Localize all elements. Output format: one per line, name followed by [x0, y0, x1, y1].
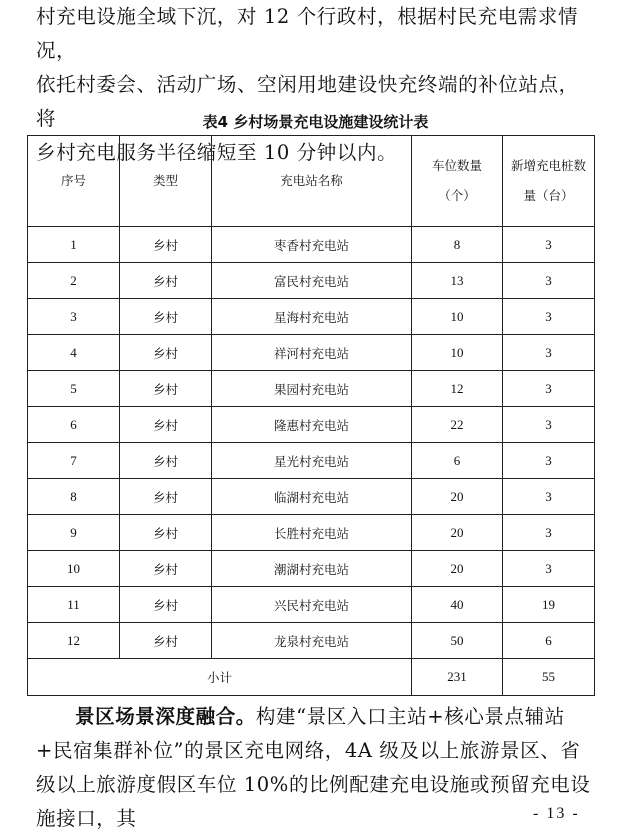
cell-type: 乡村 — [120, 479, 212, 515]
cell-station-name: 富民村充电站 — [212, 263, 412, 299]
cell-type: 乡村 — [120, 227, 212, 263]
cell-station-name: 隆惠村充电站 — [212, 407, 412, 443]
header-spaces-line1: 车位数量 — [431, 158, 482, 173]
intro-line-2: 依托村委会、活动广场、空闲用地建设快充终端的补位站点，将 — [36, 73, 579, 130]
header-seq: 序号 — [28, 136, 120, 227]
table-row — [28, 479, 595, 515]
cell-spaces: 22 — [412, 407, 503, 443]
header-piles — [503, 136, 595, 227]
cell-type: 乡村 — [120, 623, 212, 659]
scenic-body-text: 构建“景区入口主站+核心景点辅站+民宿集群补位”的景区充电网络，4A 级及以上旅游景区、省级以上旅游度假区车位 10%的比例配建充电设施或预留充电设施接口，其 — [36, 705, 591, 830]
cell-piles: 3 — [503, 227, 595, 263]
cell-seq: 3 — [28, 299, 120, 335]
cell-spaces: 10 — [412, 335, 503, 371]
cell-station-name: 临湖村充电站 — [212, 479, 412, 515]
table-row — [28, 551, 595, 587]
cell-type: 乡村 — [120, 515, 212, 551]
intro-line-1: 村充电设施全域下沉，对 12 个行政村，根据村民充电需求情况， — [36, 5, 579, 62]
intro-line-3: 乡村充电服务半径缩短至 10 分钟以内。 — [36, 141, 398, 164]
cell-piles: 3 — [503, 479, 595, 515]
cell-piles: 3 — [503, 263, 595, 299]
cell-type: 乡村 — [120, 587, 212, 623]
cell-type: 乡村 — [120, 335, 212, 371]
cell-station-name: 兴民村充电站 — [212, 587, 412, 623]
cell-spaces: 10 — [412, 299, 503, 335]
cell-piles: 19 — [503, 587, 595, 623]
cell-type: 乡村 — [120, 443, 212, 479]
cell-spaces: 20 — [412, 479, 503, 515]
cell-station-name: 星光村充电站 — [212, 443, 412, 479]
cell-seq: 10 — [28, 551, 120, 587]
table-row — [28, 299, 595, 335]
cell-station-name: 果园村充电站 — [212, 371, 412, 407]
cell-piles: 3 — [503, 515, 595, 551]
cell-station-name: 枣香村充电站 — [212, 227, 412, 263]
cell-type: 乡村 — [120, 551, 212, 587]
scenic-lead-heading: 景区场景深度融合。 — [75, 705, 256, 728]
table-row — [28, 263, 595, 299]
cell-piles: 3 — [503, 371, 595, 407]
cell-spaces: 12 — [412, 371, 503, 407]
charging-station-table — [27, 135, 595, 696]
cell-piles: 3 — [503, 299, 595, 335]
table-header-row — [28, 136, 595, 227]
cell-station-name: 潮湖村充电站 — [212, 551, 412, 587]
cell-spaces: 40 — [412, 587, 503, 623]
header-station-name: 充电站名称 — [212, 136, 412, 227]
cell-piles: 3 — [503, 335, 595, 371]
cell-station-name: 祥河村充电站 — [212, 335, 412, 371]
cell-station-name: 长胜村充电站 — [212, 515, 412, 551]
table-row — [28, 407, 595, 443]
header-spaces-line2: （个） — [438, 188, 476, 203]
subtotal-piles: 55 — [503, 659, 595, 696]
cell-seq: 2 — [28, 263, 120, 299]
cell-piles: 6 — [503, 623, 595, 659]
cell-spaces: 50 — [412, 623, 503, 659]
cell-spaces: 13 — [412, 263, 503, 299]
cell-spaces: 8 — [412, 227, 503, 263]
cell-seq: 7 — [28, 443, 120, 479]
table-row — [28, 227, 595, 263]
cell-type: 乡村 — [120, 299, 212, 335]
cell-seq: 8 — [28, 479, 120, 515]
table-row — [28, 515, 595, 551]
subtotal-spaces: 231 — [412, 659, 503, 696]
cell-seq: 4 — [28, 335, 120, 371]
cell-spaces: 6 — [412, 443, 503, 479]
table-row — [28, 587, 595, 623]
scenic-paragraph — [36, 700, 596, 836]
cell-spaces: 20 — [412, 551, 503, 587]
cell-type: 乡村 — [120, 407, 212, 443]
header-spaces — [412, 136, 503, 227]
header-piles-line1: 新增充电桩数 — [510, 158, 586, 173]
cell-seq: 1 — [28, 227, 120, 263]
table-row — [28, 335, 595, 371]
cell-piles: 3 — [503, 407, 595, 443]
cell-seq: 5 — [28, 371, 120, 407]
cell-seq: 12 — [28, 623, 120, 659]
header-piles-line2: 量（台） — [523, 188, 574, 203]
table-row — [28, 623, 595, 659]
cell-station-name: 龙泉村充电站 — [212, 623, 412, 659]
table-row — [28, 443, 595, 479]
cell-seq: 6 — [28, 407, 120, 443]
cell-type: 乡村 — [120, 371, 212, 407]
cell-seq: 9 — [28, 515, 120, 551]
table-row — [28, 371, 595, 407]
cell-station-name: 星海村充电站 — [212, 299, 412, 335]
cell-seq: 11 — [28, 587, 120, 623]
cell-piles: 3 — [503, 551, 595, 587]
subtotal-label: 小计 — [28, 659, 412, 696]
page-number: - 13 - — [533, 805, 580, 822]
table-caption: 表4 乡村场景充电设施建设统计表 — [202, 113, 429, 131]
cell-piles: 3 — [503, 443, 595, 479]
header-type: 类型 — [120, 136, 212, 227]
subtotal-row — [28, 659, 595, 696]
cell-spaces: 20 — [412, 515, 503, 551]
cell-type: 乡村 — [120, 263, 212, 299]
